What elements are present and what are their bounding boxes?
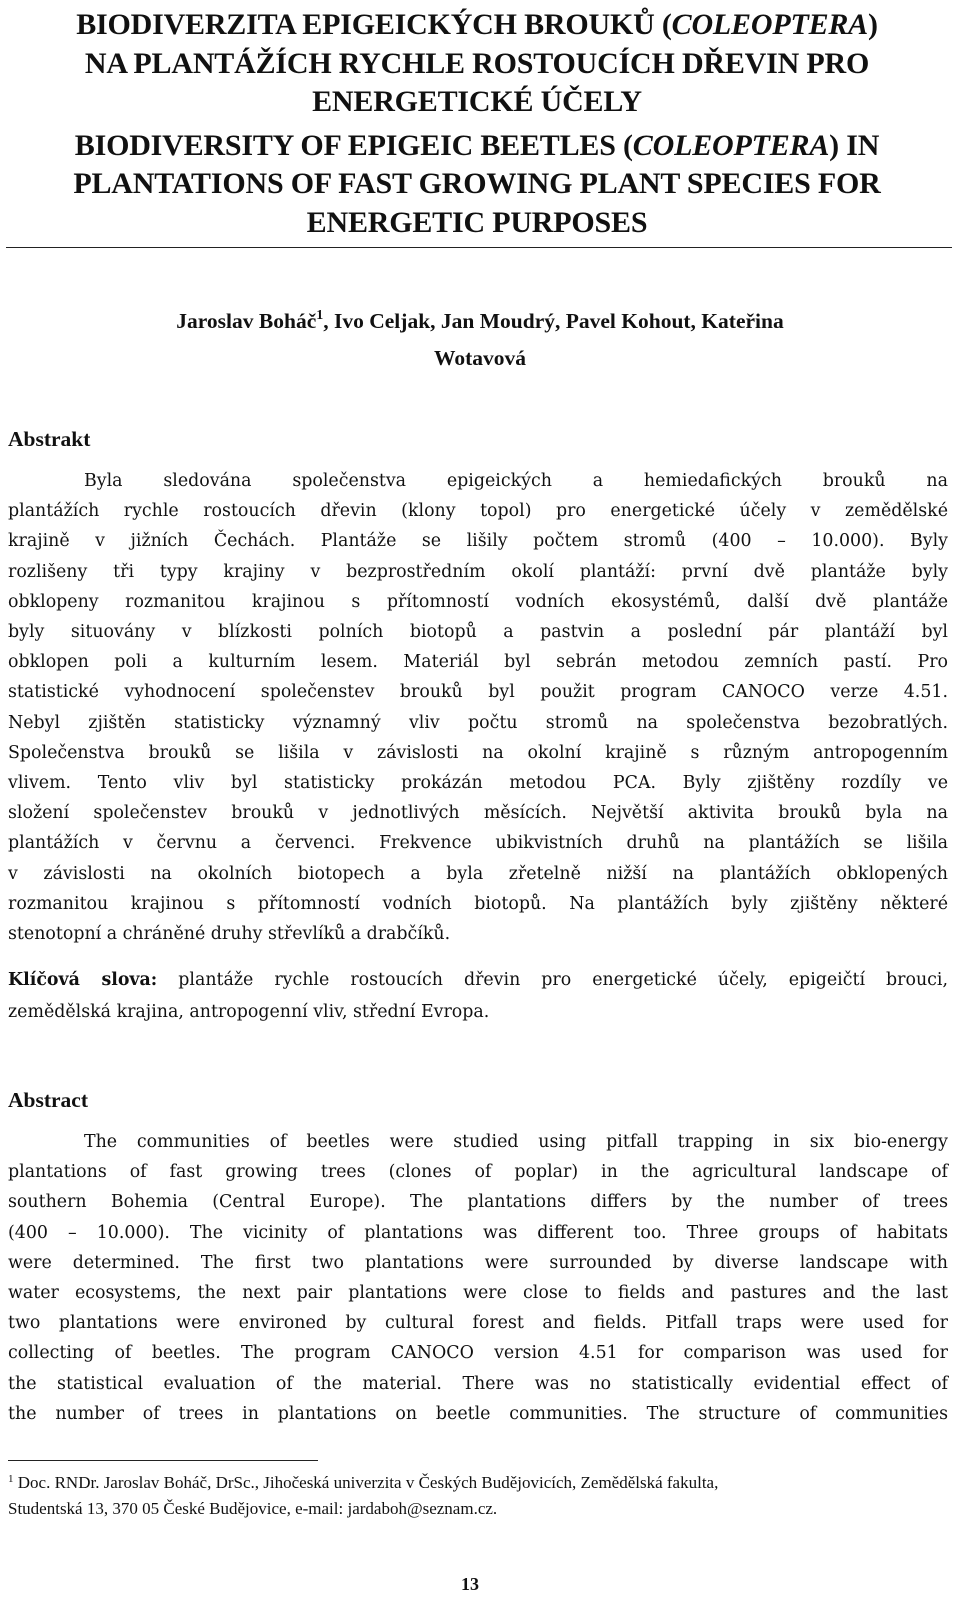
- title-cz-line: NA PLANTÁŽÍCH RYCHLE ROSTOUCÍCH DŘEVIN PRO: [84, 46, 870, 80]
- footnote-text: Studentská 13, 370 05 České Budějovice, e-mail: jardaboh@seznam.cz.: [8, 1499, 498, 1518]
- text-line: (400 – 10.000). The vicinity of plantations was different too. Three groups of habitats: [8, 1222, 948, 1243]
- footnote-text: Doc. RNDr. Jaroslav Boháč, DrSc., Jihočeská univerzita v Českých Budějovicích, Zemědělská fakulta,: [13, 1473, 719, 1492]
- text-line: složení společenstev brouků v jednotlivých měsících. Největší aktivita brouků byla na: [8, 803, 948, 824]
- text-line: Společenstva brouků se lišila v závislosti na okolní krajině s různým antropogenním: [8, 742, 948, 763]
- title-en-line: PLANTATIONS OF FAST GROWING PLANT SPECIES FOR: [73, 167, 881, 200]
- abstract-heading: Abstract: [8, 1088, 89, 1112]
- title-block: [8, 6, 946, 242]
- abstract-body: [8, 1127, 948, 1429]
- page-number: 13: [461, 1574, 479, 1594]
- abstrakt-heading: Abstrakt: [8, 427, 91, 451]
- keywords-text: zemědělská krajina, antropogenní vliv, střední Evropa.: [8, 1002, 490, 1022]
- text-line: rozlišeny tři typy krajiny v bezprostředním okolí plantáží: první dvě plantáže byly: [8, 561, 948, 582]
- taxon-name: COLEOPTERA: [632, 128, 830, 162]
- footnote-reference[interactable]: 1: [316, 308, 324, 323]
- title-cz-line: ENERGETICKÉ ÚČELY: [312, 85, 642, 118]
- text-line: The communities of beetles were studied using pitfall trapping in six bio-energy: [84, 1132, 948, 1152]
- text-line: plantations of fast growing trees (clones of poplar) in the agricultural landscape of: [8, 1162, 948, 1183]
- title-cz-line: BIODIVERZITA EPIGEICKÝCH BROUKŮ (COLEOPTERA): [76, 8, 878, 41]
- keywords: [8, 964, 948, 1028]
- text-line: the statistical evaluation of the material. There was no statistically evidential effect of: [8, 1373, 948, 1394]
- footnote-mark: 1: [8, 1473, 14, 1485]
- co-authors: , Ivo Celjak, Jan Moudrý, Pavel Kohout, Kateřina: [323, 309, 784, 333]
- taxon-name: COLEOPTERA: [671, 8, 868, 41]
- text-line: obklopeny rozmanitou krajinou s přítomností vodních ekosystémů, další dvě plantáže: [8, 591, 948, 612]
- title-czech: [8, 6, 946, 122]
- title-english: [8, 127, 946, 243]
- abstrakt-body: [8, 466, 948, 949]
- title-en-line: BIODIVERSITY OF EPIGEIC BEETLES (COLEOPTERA) IN: [74, 128, 880, 162]
- text-line: vlivem. Tento vliv byl statisticky prokázán metodou PCA. Byly zjištěny rozdíly ve: [8, 773, 948, 794]
- footnote: [8, 1470, 948, 1522]
- first-author: Jaroslav Boháč: [176, 309, 317, 333]
- author-line: [30, 303, 930, 340]
- keywords-text: plantáže rychle rostoucích dřevin pro energetické účely, epigeičtí brouci,: [157, 970, 948, 990]
- text-line: Nebyl zjištěn statisticky významný vliv počtu stromů na společenstva bezobratlých.: [8, 712, 948, 733]
- text-line: Byla sledována společenstva epigeických a hemiedafických brouků na: [84, 471, 948, 491]
- text-line: water ecosystems, the next pair plantations were close to fields and pastures and the last: [8, 1283, 948, 1304]
- text-line: southern Bohemia (Central Europe). The plantations differs by the number of trees: [8, 1192, 948, 1213]
- keywords-label: Klíčová slova:: [8, 970, 158, 990]
- text-line: plantážích rychle rostoucích dřevin (klony topol) pro energetické účely v zemědělské: [8, 501, 948, 522]
- author-list: [30, 303, 930, 377]
- text-line: v závislosti na okolních biotopech a byla zřetelně nižší na plantážích obklopených: [8, 863, 948, 884]
- title-divider: [6, 247, 952, 248]
- text-line: stenotopní a chráněné druhy střevlíků a drabčíků.: [8, 924, 451, 945]
- text-line: two plantations were environed by cultural forest and fields. Pitfall traps were used for: [8, 1313, 948, 1334]
- title-en-line: ENERGETIC PURPOSES: [306, 205, 648, 239]
- text-line: obklopen poli a kulturním lesem. Materiál byl sebrán metodou zemních pastí. Pro: [8, 652, 948, 673]
- author-line: Wotavová: [434, 346, 526, 370]
- text-line: byly situovány v blízkosti polních biotopů a pastvin a poslední pár plantáží byl: [8, 622, 948, 643]
- text-line: the number of trees in plantations on beetle communities. The structure of communities: [8, 1403, 948, 1424]
- text-line: were determined. The first two plantations were surrounded by diverse landscape with: [8, 1252, 948, 1273]
- text-line: statistické vyhodnocení společenstev brouků byl použit program CANOCO verze 4.51.: [8, 682, 948, 703]
- text-line: krajině v jižních Čechách. Plantáže se lišily počtem stromů (400 – 10.000). Byly: [8, 531, 948, 552]
- footnote-divider: [8, 1460, 318, 1461]
- text-line: rozmanitou krajinou s přítomností vodních biotopů. Na plantážích byly zjištěny některé: [8, 893, 948, 914]
- text-line: plantážích v červnu a červenci. Frekvence ubikvistních druhů na plantážích se lišila: [8, 833, 948, 854]
- text-line: collecting of beetles. The program CANOCO version 4.51 for comparison was used for: [8, 1343, 948, 1364]
